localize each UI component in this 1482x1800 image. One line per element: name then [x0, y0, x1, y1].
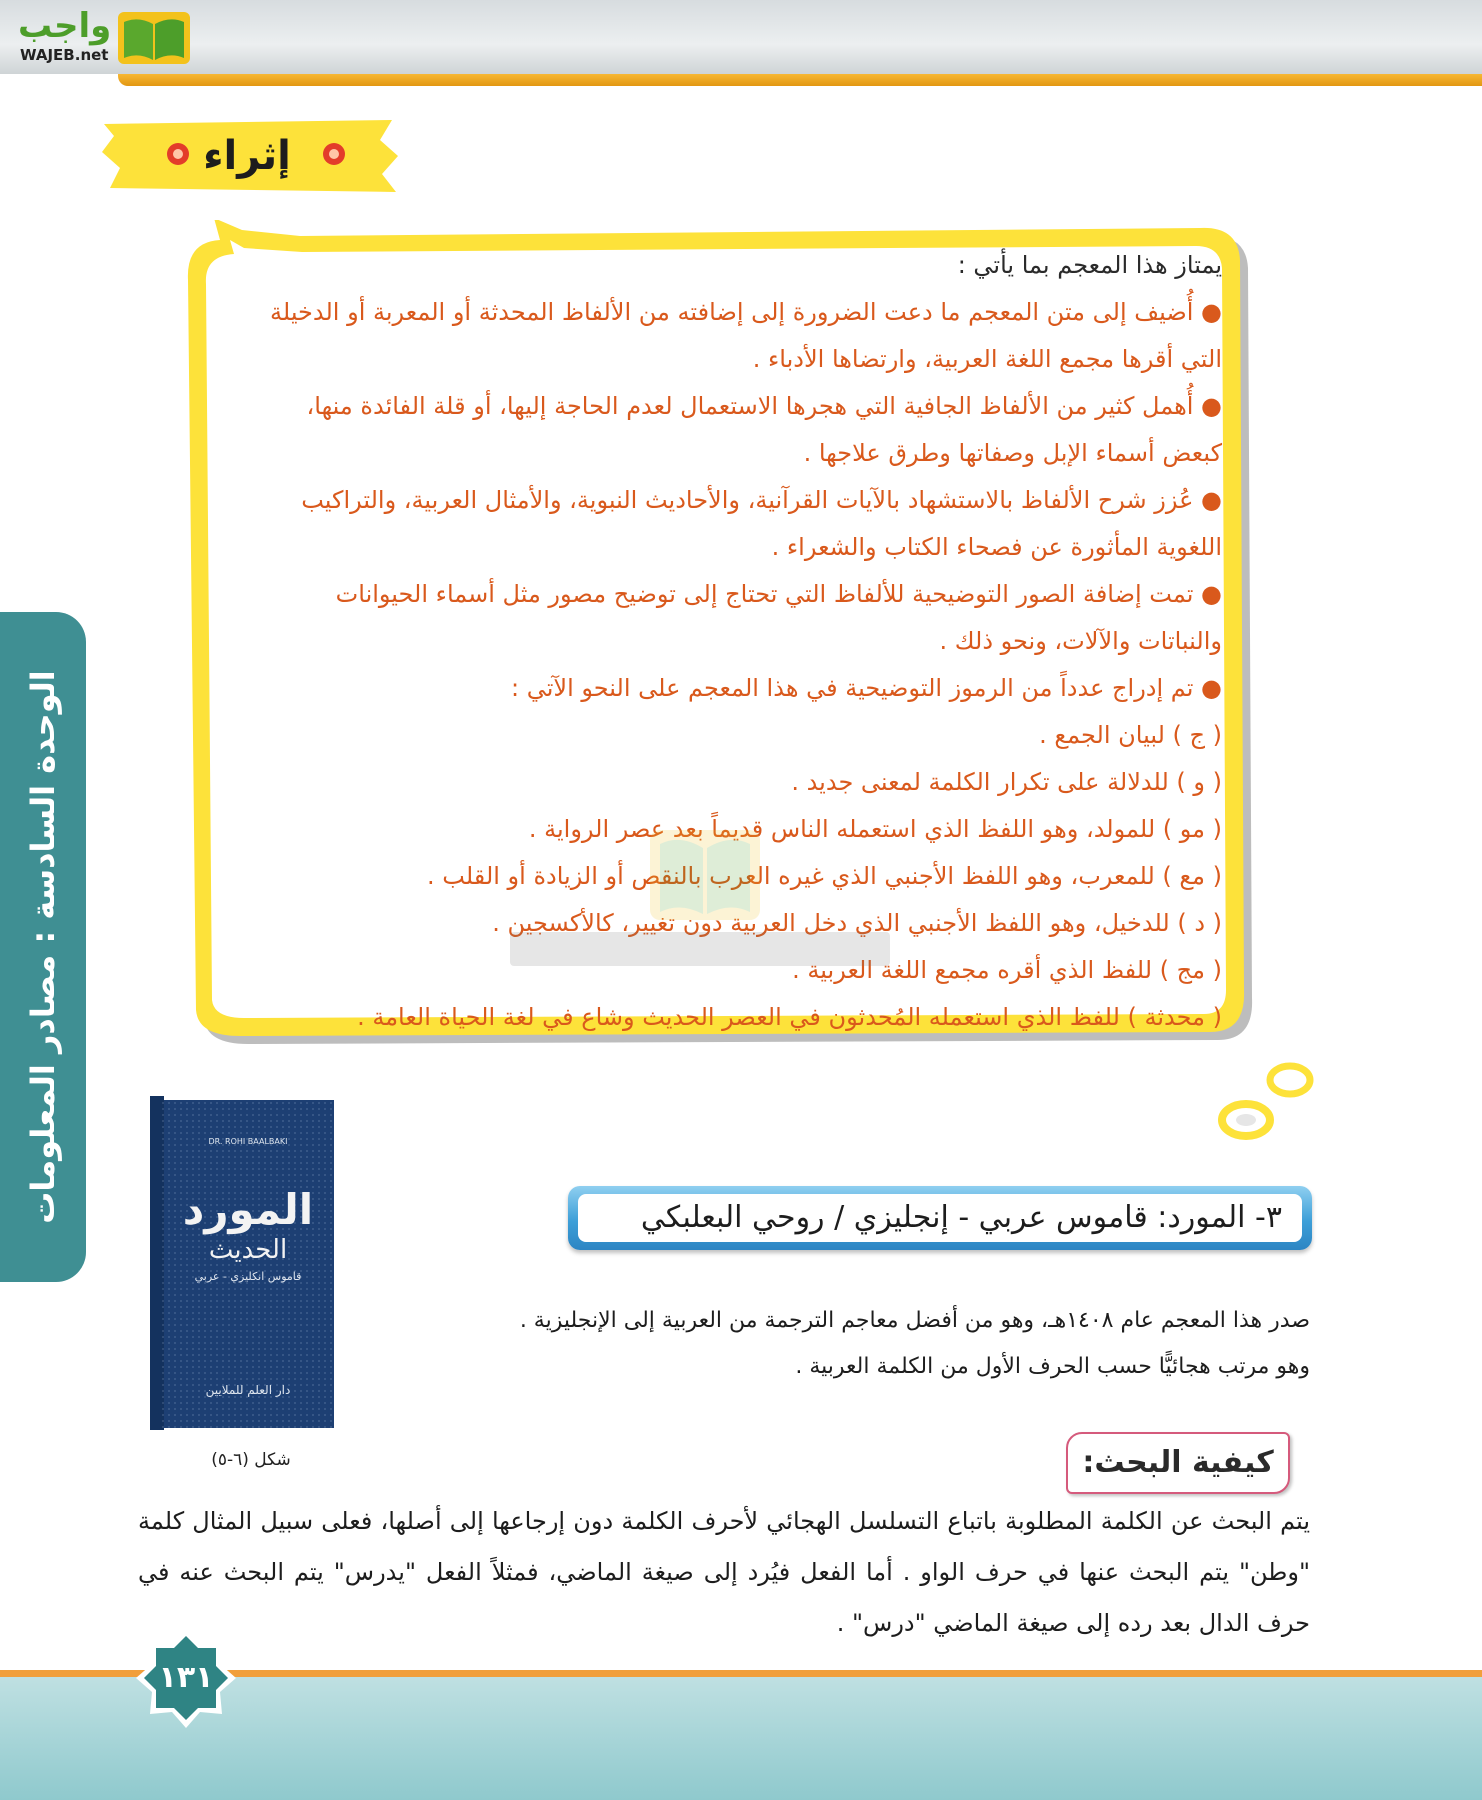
- symbol-item: ( محدثة ) للفظ الذي استعمله المُحدثون في العصر الحديث وشاع في لغة الحياة العامة .: [357, 1003, 1222, 1031]
- site-logo[interactable]: [8, 6, 188, 66]
- point-2-line-1: ● أُهمل كثير من الألفاظ الجافية التي هجرها الاستعمال لعدم الحاجة إليها، أو قلة الفائدة منها،: [214, 383, 1222, 430]
- header-rule: [118, 74, 1482, 86]
- symbol-item: ( و ) للدلالة على تكرار الكلمة لمعنى جديد .: [791, 768, 1222, 796]
- book-author: DR. ROHI BAALBAKI: [208, 1137, 288, 1146]
- search-method-label: كيفية البحث:: [1082, 1445, 1274, 1480]
- symbol-item: ( مج ) للفظ الذي أقره مجمع اللغة العربية .: [792, 956, 1222, 984]
- book-tag: قاموس انكليزي - عربي: [194, 1270, 302, 1283]
- point-1-line-2: التي أقرها مجمع اللغة العربية، وارتضاها الأدباء .: [752, 345, 1222, 373]
- enrichment-label: إثراء: [203, 133, 291, 179]
- symbols-intro: ● تم إدراج عدداً من الرموز التوضيحية في هذا المعجم على النحو الآتي :: [214, 665, 1222, 712]
- point-1-line-1: ● أُضيف إلى متن المعجم ما دعت الضرورة إلى إضافته من الألفاظ المحدثة أو المعربة أو الدخيلة: [214, 289, 1222, 336]
- search-method-label-box: [1066, 1432, 1290, 1494]
- book-title: المورد: [182, 1185, 314, 1234]
- header-band: [0, 0, 1482, 74]
- point-2-line-2: كبعض أسماء الإبل وصفاتها وطرق علاجها .: [803, 439, 1222, 467]
- book-publisher: دار العلم للملايين: [205, 1383, 291, 1397]
- watermark-logo-icon: [500, 820, 900, 980]
- section-heading: ٣- المورد: قاموس عربي - إنجليزي / روحي البعلبكي: [640, 1200, 1282, 1235]
- page-number: ١٣١: [158, 1660, 214, 1695]
- section-paragraph-line-2: وهو مرتب هجائيًّا حسب الحرف الأول من الكلمة العربية .: [795, 1354, 1310, 1379]
- point-3-line-1: ● عُزز شرح الألفاظ بالاستشهاد بالآيات القرآنية، والأحاديث النبوية، والأمثال العربية، والتراكيب: [214, 477, 1222, 524]
- section-paragraph: [370, 1298, 1310, 1390]
- unit-title: الوحدة السادسة : مصادر المعلومات: [24, 670, 62, 1224]
- section-heading-inner: [578, 1194, 1302, 1242]
- symbol-item: ( مو ) للمولد، وهو اللفظ الذي استعمله الناس قديماً بعد عصر الرواية .: [528, 815, 1222, 843]
- section-heading-bar: [568, 1186, 1312, 1250]
- symbol-item: ( ج ) لبيان الجمع .: [1039, 721, 1222, 749]
- book-logo-icon: [116, 10, 192, 66]
- enrichment-intro: يمتاز هذا المعجم بما يأتي :: [957, 251, 1222, 279]
- logo-latin: WAJEB.net: [20, 46, 109, 64]
- search-method-text: يتم البحث عن الكلمة المطلوبة باتباع التسلسل الهجائي لأحرف الكلمة دون إرجاعها إلى أصلها، فعلى سبيل المثال كلمة "وطن" يتم البحث عنها في حرف الواو . أما الفعل فيُرد إلى صيغة الماضي، فمثلاً الفعل "يدرس" يتم البحث عنه في حرف الدال بعد رده إلى صيغة الماضي "درس" .: [138, 1507, 1310, 1637]
- figure-caption: شكل (٦-٥): [211, 1450, 291, 1470]
- point-4-line-2: والنباتات والآلات، ونحو ذلك .: [939, 627, 1222, 655]
- section-paragraph-line-1: صدر هذا المعجم عام ١٤٠٨هـ، وهو من أفضل معاجم الترجمة من العربية إلى الإنجليزية .: [519, 1308, 1310, 1333]
- book-subtitle: الحديث: [208, 1235, 288, 1265]
- point-3-line-2: اللغوية المأثورة عن فصحاء الكتاب والشعراء .: [771, 533, 1222, 561]
- symbol-item: ( د ) للدخيل، وهو اللفظ الأجنبي الذي دخل العربية دون تغيير، كالأكسجين .: [492, 909, 1222, 937]
- book-cover-image: [148, 1094, 336, 1432]
- symbol-item: ( مع ) للمعرب، وهو اللفظ الأجنبي الذي غيره العرب بالنقص أو الزيادة أو القلب .: [427, 862, 1222, 890]
- point-4-line-1: ● تمت إضافة الصور التوضيحية للألفاظ التي تحتاج إلى توضيح مصور مثل أسماء الحيوانات: [214, 571, 1222, 618]
- logo-arabic: واجب: [18, 6, 112, 46]
- decorative-rings: [1210, 1058, 1320, 1148]
